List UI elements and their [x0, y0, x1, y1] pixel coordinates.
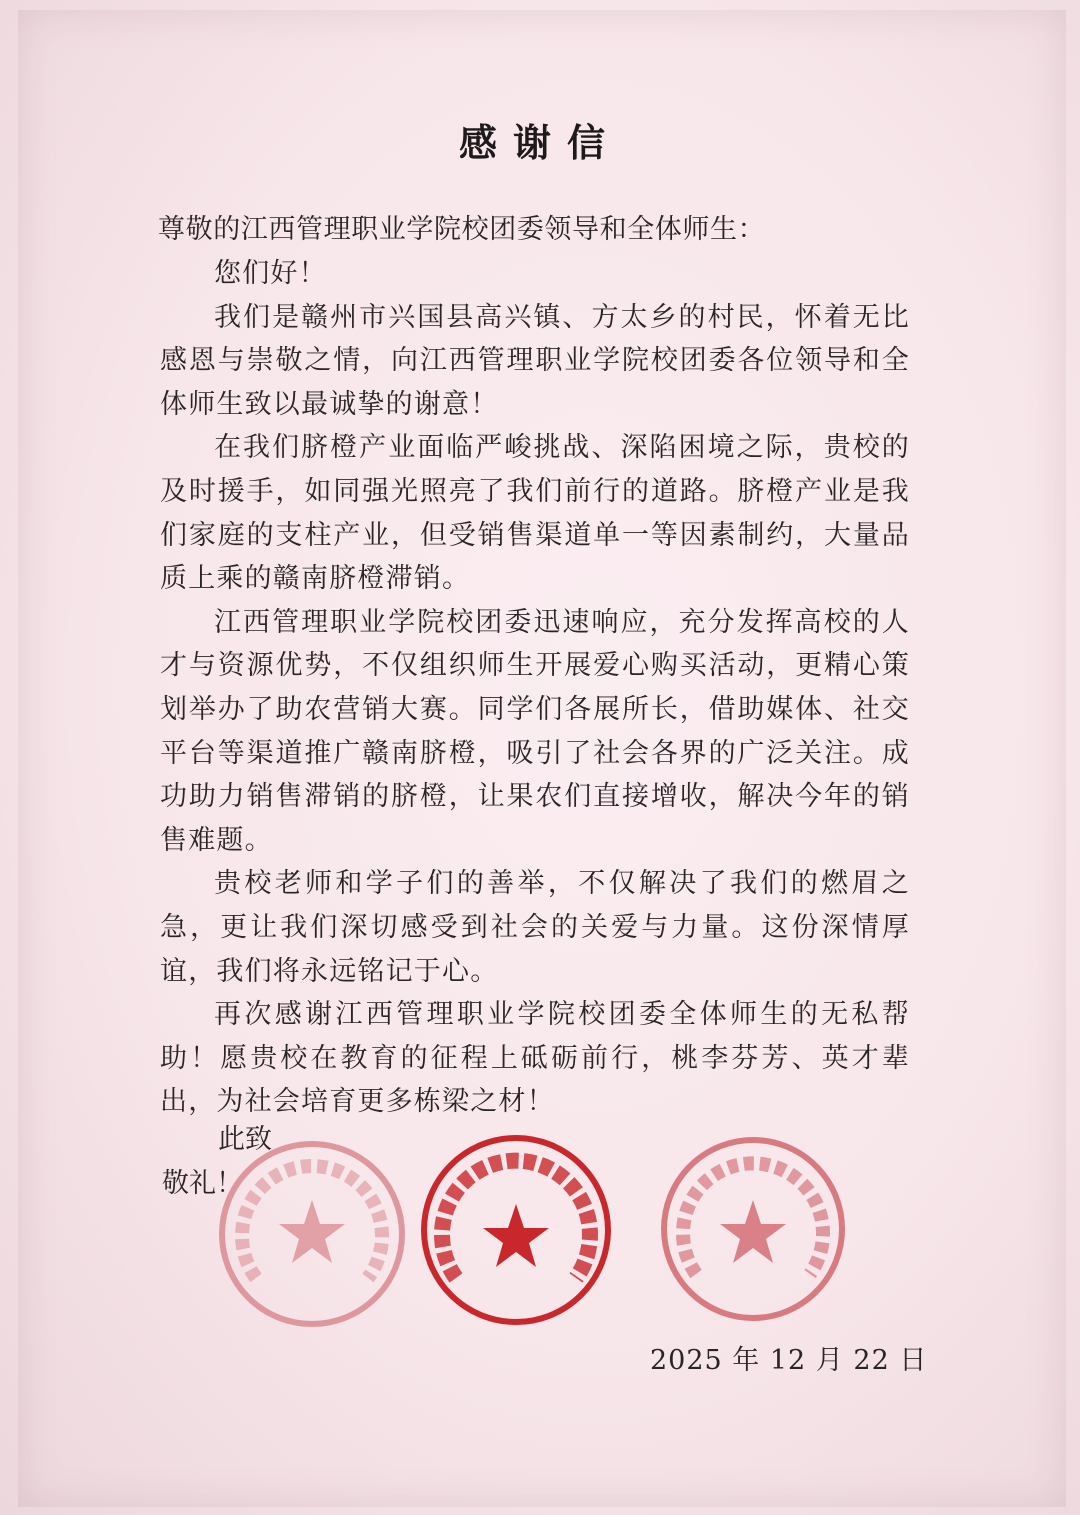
- paragraph-wishes: 再次感谢江西管理职业学院校团委全体师生的无私帮助！愿贵校在教育的征程上砥砺前行，桃李芬芳、英才辈出，为社会培育更多栋梁之材！: [160, 999, 910, 1118]
- letter-date: 2025 年 12 月 22 日: [650, 1345, 928, 1376]
- closing-line-2: 敬礼！: [162, 1168, 243, 1199]
- paragraph-response: 江西管理职业学院校团委迅速响应，充分发挥高校的人才与资源优势，不仅组织师生开展爱心购买活动，更精心策划举办了助农营销大赛。同学们各展所长，借助媒体、社交平台等渠道推广赣南脐橙，吸引了社会各界的广泛关注。成功助力销售滞销的脐橙，让果农们直接增收，解决今年的销售难题。: [160, 606, 910, 856]
- letter-title: 感谢信: [458, 121, 621, 165]
- paragraph-intro: 我们是赣州市兴国县高兴镇、方太乡的村民，怀着无比感恩与崇敬之情，向江西管理职业学院校团委各位领导和全体师生致以最诚挚的谢意！: [160, 301, 910, 420]
- closing-line-1: 此致: [218, 1124, 272, 1155]
- seal-fukeng-village-committee: [216, 1138, 408, 1330]
- salutation: 尊敬的江西管理职业学院校团委领导和全体师生：: [158, 214, 766, 245]
- greeting: 您们好！: [214, 258, 327, 289]
- letter-body: [160, 252, 910, 1124]
- paragraph-gratitude: 贵校老师和学子们的善举，不仅解决了我们的燃眉之急，更让我们深切感受到社会的关爱与力量。这份深情厚谊，我们将永远铭记于心。: [160, 868, 910, 987]
- seal-baoshi-village-committee: [418, 1132, 614, 1328]
- paragraph-situation: 在我们脐橙产业面临严峻挑战、深陷困境之际，贵校的及时援手，如同强光照亮了我们前行的道路。脐橙产业是我们家庭的支柱产业，但受销售渠道单一等因素制约，大量品质上乘的赣南脐橙滞销。: [160, 432, 910, 595]
- seal-xinxu-village-committee: [658, 1134, 848, 1324]
